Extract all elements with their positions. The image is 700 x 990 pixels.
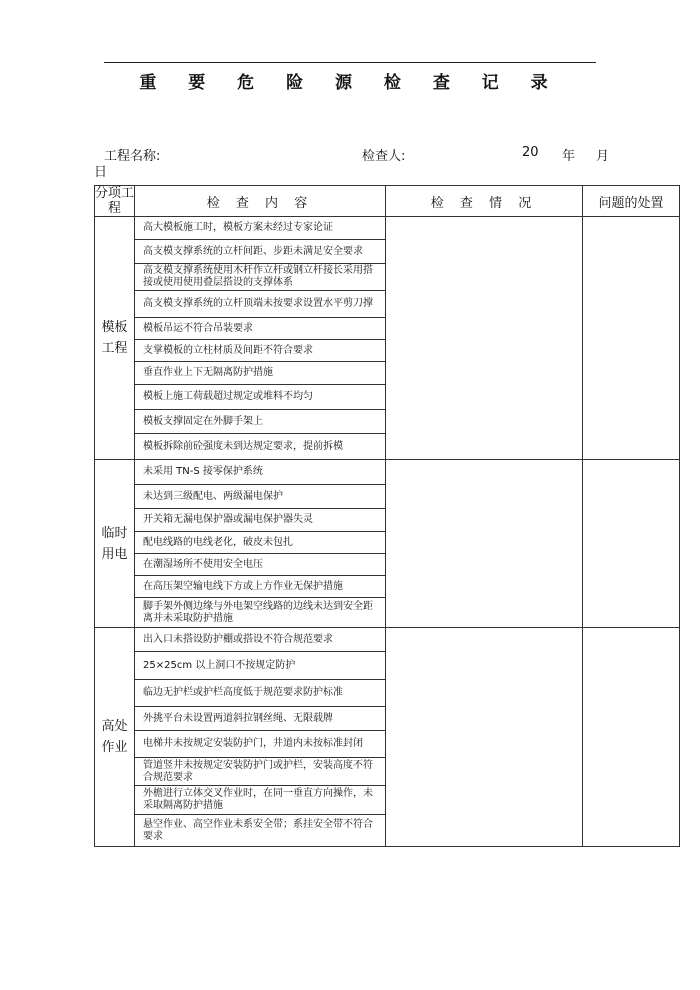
header-content: 检 查 内 容 bbox=[135, 186, 386, 217]
list-item: 未达到三级配电、两级漏电保护 bbox=[135, 485, 385, 509]
list-item: 模板拆除前砼强度未到达规定要求，提前拆模 bbox=[143, 440, 343, 452]
header-category: 分项工程 bbox=[95, 186, 135, 216]
category-cell bbox=[95, 217, 135, 460]
group-row-height-work bbox=[95, 628, 680, 847]
list-item: 悬空作业、高空作业未系安全带；系挂安全带不符合要求 bbox=[143, 818, 373, 842]
header-status: 检 查 情 况 bbox=[386, 186, 583, 217]
list-item: 支掌模板的立柱材质及间距不符合要求 bbox=[135, 340, 385, 362]
items-cell bbox=[135, 217, 386, 460]
project-name-label: 工程名称: bbox=[104, 149, 161, 164]
category-label: 临时用电 bbox=[101, 525, 128, 562]
status-cell bbox=[386, 217, 583, 460]
inspector-label: 检查人: bbox=[362, 149, 406, 164]
list-item: 配电线路的电线老化，破皮未包扎 bbox=[135, 532, 385, 554]
list-item: 出入口未搭设防护棚或搭设不符合规范要求 bbox=[135, 628, 385, 652]
table-header-row bbox=[95, 186, 680, 217]
year-prefix: 20 bbox=[522, 145, 539, 160]
list-item: 模板吊运不符合吊装要求 bbox=[135, 318, 385, 340]
year-label: 年 bbox=[562, 149, 576, 164]
status-cell bbox=[386, 628, 583, 847]
inspection-table bbox=[94, 185, 680, 847]
list-item: 外檐进行立体交叉作业时，在同一垂直方向操作，未采取隔离防护措施 bbox=[135, 786, 385, 815]
status-cell bbox=[386, 460, 583, 628]
list-item: 外挑平台未设置两道斜拉钢丝绳、无限载牌 bbox=[135, 707, 385, 731]
list-item: 在潮湿场所不使用安全电压 bbox=[135, 554, 385, 576]
group-row-formwork bbox=[95, 217, 680, 460]
list-item: 垂直作业上下无隔离防护措施 bbox=[135, 362, 385, 385]
group-row-temporary-power bbox=[95, 460, 680, 628]
category-label: 高处作业 bbox=[101, 719, 128, 755]
items-cell bbox=[135, 460, 386, 628]
category-cell bbox=[95, 460, 135, 628]
month-label: 月 bbox=[596, 149, 610, 164]
list-item: 脚手架外侧边缘与外电架空线路的边线未达到安全距离并未采取防护措施 bbox=[143, 600, 373, 624]
page-title: 重 要 危 险 源 检 查 记 录 bbox=[139, 73, 561, 93]
list-item: 模板上施工荷载超过规定或堆料不均匀 bbox=[135, 385, 385, 410]
list-item: 模板支撑固定在外脚手架上 bbox=[135, 410, 385, 434]
items-cell bbox=[135, 628, 386, 847]
day-label: 日 bbox=[94, 165, 108, 180]
list-item: 未采用 TN-S 接零保护系统 bbox=[135, 460, 385, 485]
list-item: 25×25cm 以上洞口不按规定防护 bbox=[135, 652, 385, 680]
list-item: 高支模支撑系统的立杆间距、步距未满足安全要求 bbox=[135, 240, 385, 264]
list-item: 在高压架空输电线下方或上方作业无保护措施 bbox=[135, 576, 385, 598]
list-item: 高大模板施工时，模板方案未经过专家论证 bbox=[135, 217, 385, 240]
list-item: 高支模支撑系统的立杆顶端未按要求设置水平剪刀撑 bbox=[135, 291, 385, 318]
handling-cell bbox=[583, 217, 680, 460]
list-item: 高支模支撑系统使用木杆作立杆或钢立杆接长采用搭接或使用使用叠层搭设的支撑体系 bbox=[135, 264, 385, 291]
top-rule bbox=[104, 62, 596, 63]
list-item: 开关箱无漏电保护器或漏电保护器失灵 bbox=[135, 509, 385, 532]
category-cell bbox=[95, 628, 135, 847]
list-item: 管道竖井未按规定安装防护门或护栏，安装高度不符合规范要求 bbox=[135, 758, 385, 786]
header-handling: 问题的处置 bbox=[583, 186, 680, 217]
handling-cell bbox=[583, 628, 680, 847]
category-label: 模板工程 bbox=[101, 320, 128, 356]
list-item: 临边无护栏或护栏高度低于规范要求防护标准 bbox=[135, 680, 385, 707]
handling-cell bbox=[583, 460, 680, 628]
list-item: 电梯井未按规定安装防护门，井道内未按标准封闭 bbox=[135, 731, 385, 758]
